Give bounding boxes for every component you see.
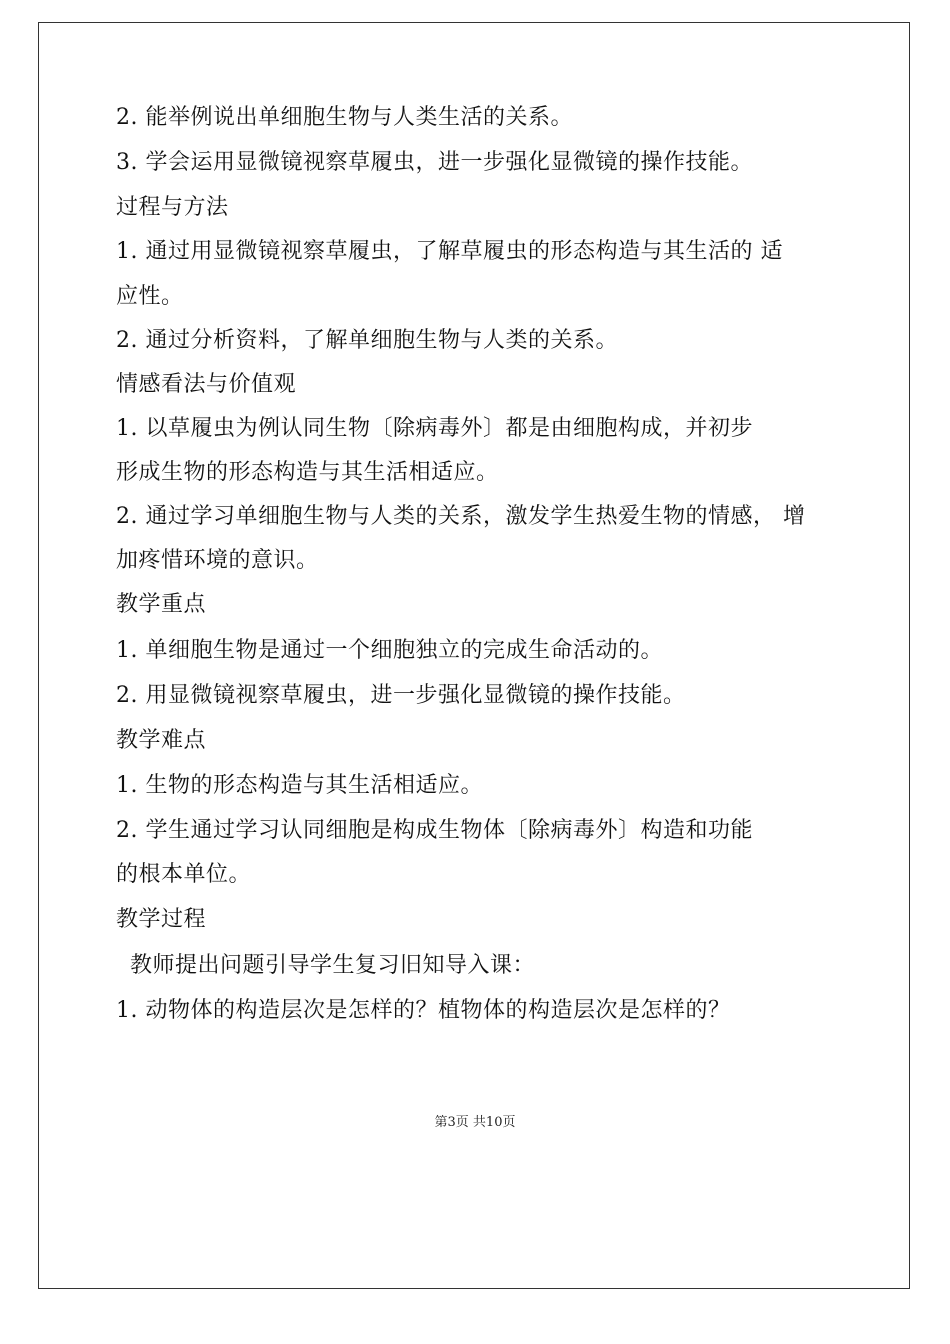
section-heading: 教学过程 (116, 907, 207, 932)
section-heading: 教学难点 (116, 728, 207, 753)
section-heading: 情感看法与价值观 (116, 372, 297, 397)
text-line: 2. 通过分析资料，了解单细胞生物与人类的关系。 (116, 328, 618, 353)
text-line: 的根本单位。 (116, 862, 252, 887)
text-line: 1. 通过用显微镜视察草履虫，了解草履虫的形态构造与其生活的 适 (116, 239, 783, 264)
text-line: 2. 学生通过学习认同细胞是构成生物体〔除病毒外〕构造和功能 (116, 818, 753, 843)
section-heading: 过程与方法 (116, 195, 229, 220)
text-line: 形成生物的形态构造与其生活相适应。 (116, 460, 499, 485)
page-number: 第3页 共10页 (434, 1115, 516, 1130)
text-line: 1. 以草履虫为例认同生物〔除病毒外〕都是由细胞构成，并初步 (116, 416, 753, 441)
text-line: 2. 通过学习单细胞生物与人类的关系，激发学生热爱生物的情感， 增 (116, 504, 806, 529)
text-line: 2. 用显微镜视察草履虫，进一步强化显微镜的操作技能。 (116, 683, 686, 708)
text-line: 3. 学会运用显微镜视察草履虫，进一步强化显微镜的操作技能。 (116, 150, 753, 175)
section-heading: 教学重点 (116, 592, 207, 617)
text-line: 1. 单细胞生物是通过一个细胞独立的完成生命活动的。 (116, 638, 663, 663)
text-line: 2. 能举例说出单细胞生物与人类生活的关系。 (116, 105, 573, 130)
text-line: 1. 动物体的构造层次是怎样的？植物体的构造层次是怎样的？ (116, 998, 731, 1023)
text-line: 加疼惜环境的意识。 (116, 548, 319, 573)
text-line: 教师提出问题引导学生复习旧知导入课： (130, 953, 536, 978)
text-line: 1. 生物的形态构造与其生活相适应。 (116, 773, 483, 798)
text-line: 应性。 (116, 284, 184, 309)
